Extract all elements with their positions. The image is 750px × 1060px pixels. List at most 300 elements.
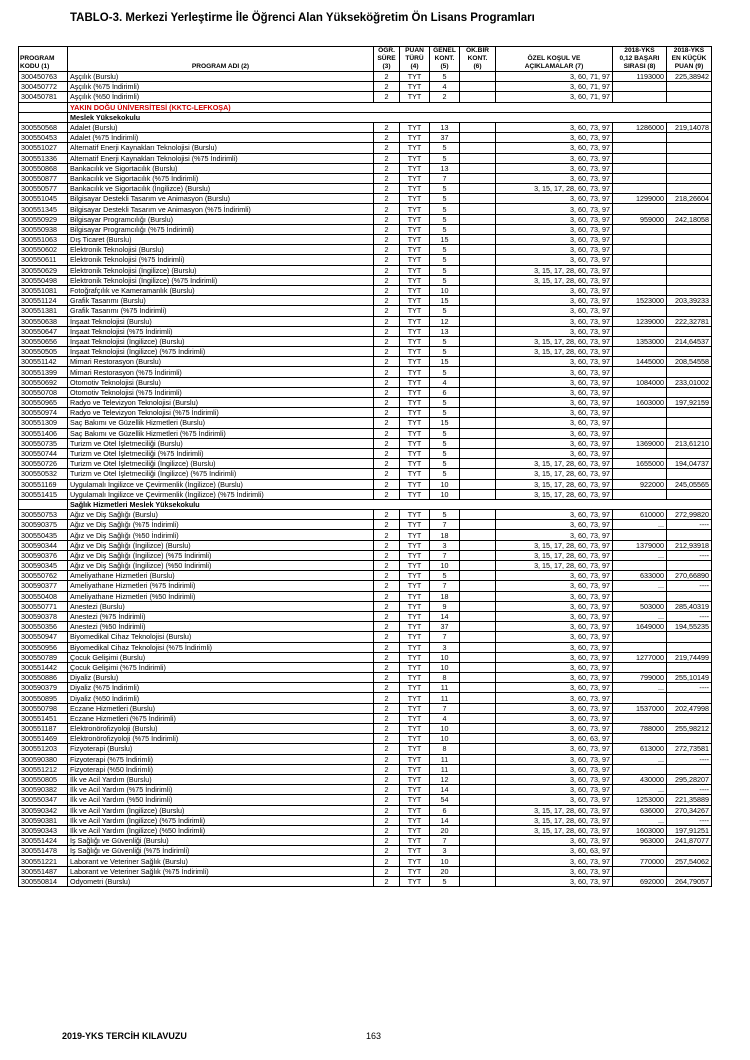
program-table bbox=[18, 46, 712, 887]
score-type-cell: TYT bbox=[400, 591, 430, 601]
program-name-cell: Otomotiv Teknolojisi (%75 İndirimli) bbox=[68, 387, 374, 397]
score-type-cell: TYT bbox=[400, 367, 430, 377]
success-rank-cell: 503000 bbox=[613, 601, 667, 611]
program-name-cell: İnşaat Teknolojisi (İngilizce) (%75 İndirimli) bbox=[68, 347, 374, 357]
table-row bbox=[19, 469, 712, 479]
table-row bbox=[19, 571, 712, 581]
special-conditions-cell: 3, 60, 73, 97 bbox=[496, 316, 613, 326]
table-row bbox=[19, 194, 712, 204]
success-rank-cell: ... bbox=[613, 754, 667, 764]
program-name-cell: Anestezi (Burslu) bbox=[68, 601, 374, 611]
score-type-cell: TYT bbox=[400, 642, 430, 652]
score-type-cell: TYT bbox=[400, 611, 430, 621]
duration-cell: 2 bbox=[374, 825, 400, 835]
program-name-cell: Elektronörofizyoloji (Burslu) bbox=[68, 724, 374, 734]
special-conditions-cell: 3, 15, 17, 28, 60, 73, 97 bbox=[496, 550, 613, 560]
program-name-cell: Fotoğrafçılık ve Kameramanlık (Burslu) bbox=[68, 285, 374, 295]
program-code-cell: 300550929 bbox=[19, 214, 68, 224]
school-first-quota-cell bbox=[460, 347, 496, 357]
score-type-cell: TYT bbox=[400, 82, 430, 92]
program-code-cell: 300590382 bbox=[19, 785, 68, 795]
program-name-cell: İnşaat Teknolojisi (İngilizce) (Burslu) bbox=[68, 336, 374, 346]
success-rank-cell: 1299000 bbox=[613, 194, 667, 204]
success-rank-cell bbox=[613, 387, 667, 397]
special-conditions-cell: 3, 60, 73, 97 bbox=[496, 367, 613, 377]
program-name-cell: İş Sağlığı ve Güvenliği (%75 İndirimli) bbox=[68, 846, 374, 856]
duration-cell: 2 bbox=[374, 418, 400, 428]
school-first-quota-cell bbox=[460, 275, 496, 285]
table-row bbox=[19, 856, 712, 866]
program-code-cell: 300550805 bbox=[19, 774, 68, 784]
program-name-cell: Adalet (Burslu) bbox=[68, 122, 374, 132]
special-conditions-cell: 3, 60, 73, 97 bbox=[496, 285, 613, 295]
special-conditions-cell: 3, 60, 63, 97 bbox=[496, 734, 613, 744]
special-conditions-cell: 3, 15, 17, 28, 60, 73, 97 bbox=[496, 489, 613, 499]
header-min-score: 2018-YKS EN KÜÇÜK PUAN (9) bbox=[667, 47, 712, 72]
program-name-cell: Elektronörofizyoloji (%75 İndirimli) bbox=[68, 734, 374, 744]
school-first-quota-cell bbox=[460, 255, 496, 265]
success-rank-cell: 1353000 bbox=[613, 336, 667, 346]
school-first-quota-cell bbox=[460, 72, 496, 82]
program-code-cell: 300550356 bbox=[19, 622, 68, 632]
header-special-conditions: ÖZEL KOŞUL VE AÇIKLAMALAR (7) bbox=[496, 47, 613, 72]
general-quota-cell: 7 bbox=[430, 520, 460, 530]
program-name-cell: Diyaliz (%75 İndirimli) bbox=[68, 683, 374, 693]
program-name-cell: Ağız ve Diş Sağlığı (%75 İndirimli) bbox=[68, 520, 374, 530]
duration-cell: 2 bbox=[374, 713, 400, 723]
min-score-cell bbox=[667, 224, 712, 234]
duration-cell: 2 bbox=[374, 673, 400, 683]
success-rank-cell: ... bbox=[613, 520, 667, 530]
min-score-cell: 270,66890 bbox=[667, 571, 712, 581]
program-code-cell: 300551203 bbox=[19, 744, 68, 754]
table-row bbox=[19, 489, 712, 499]
program-name-cell: İlk ve Acil Yardım (%75 İndirimli) bbox=[68, 785, 374, 795]
section-heading-row bbox=[19, 499, 712, 509]
table-row bbox=[19, 642, 712, 652]
table-row bbox=[19, 673, 712, 683]
program-name-cell: Turizm ve Otel İşletmeciliği (İngilizce) (%75 İndirimli) bbox=[68, 469, 374, 479]
success-rank-cell bbox=[613, 713, 667, 723]
program-name-cell: Elektronik Teknolojisi (Burslu) bbox=[68, 245, 374, 255]
duration-cell: 2 bbox=[374, 153, 400, 163]
program-name-cell: Bankacılık ve Sigortacılık (%75 İndirimli) bbox=[68, 173, 374, 183]
program-code-cell: 300551221 bbox=[19, 856, 68, 866]
program-name-cell: Fizyoterapi (%75 İndirimli) bbox=[68, 754, 374, 764]
program-code-cell: 300590381 bbox=[19, 815, 68, 825]
success-rank-cell bbox=[613, 693, 667, 703]
success-rank-cell bbox=[613, 642, 667, 652]
general-quota-cell: 5 bbox=[430, 153, 460, 163]
special-conditions-cell: 3, 60, 73, 97 bbox=[496, 235, 613, 245]
special-conditions-cell: 3, 60, 73, 97 bbox=[496, 632, 613, 642]
school-first-quota-cell bbox=[460, 143, 496, 153]
table-row bbox=[19, 214, 712, 224]
school-first-quota-cell bbox=[460, 428, 496, 438]
general-quota-cell: 15 bbox=[430, 235, 460, 245]
score-type-cell: TYT bbox=[400, 724, 430, 734]
duration-cell: 2 bbox=[374, 347, 400, 357]
program-code-cell: 300551424 bbox=[19, 836, 68, 846]
general-quota-cell: 5 bbox=[430, 214, 460, 224]
special-conditions-cell: 3, 15, 17, 28, 60, 73, 97 bbox=[496, 479, 613, 489]
table-row bbox=[19, 245, 712, 255]
success-rank-cell: 788000 bbox=[613, 724, 667, 734]
duration-cell: 2 bbox=[374, 662, 400, 672]
min-score-cell bbox=[667, 306, 712, 316]
program-code-cell: 300551142 bbox=[19, 357, 68, 367]
min-score-cell: 219,14078 bbox=[667, 122, 712, 132]
program-name-cell: Bilgisayar Programcılığı (%75 İndirimli) bbox=[68, 224, 374, 234]
score-type-cell: TYT bbox=[400, 347, 430, 357]
duration-cell: 2 bbox=[374, 754, 400, 764]
school-first-quota-cell bbox=[460, 550, 496, 560]
score-type-cell: TYT bbox=[400, 713, 430, 723]
min-score-cell bbox=[667, 255, 712, 265]
success-rank-cell: 1193000 bbox=[613, 72, 667, 82]
table-row bbox=[19, 326, 712, 336]
program-name-cell: Saç Bakımı ve Güzellik Hizmetleri (Burslu) bbox=[68, 418, 374, 428]
program-code-cell: 300550877 bbox=[19, 173, 68, 183]
program-name-cell: Ağız ve Diş Sağlığı (İngilizce) (Burslu) bbox=[68, 540, 374, 550]
school-first-quota-cell bbox=[460, 815, 496, 825]
heading-empty-cell bbox=[19, 102, 68, 112]
min-score-cell: 255,10149 bbox=[667, 673, 712, 683]
special-conditions-cell: 3, 60, 73, 97 bbox=[496, 204, 613, 214]
special-conditions-cell: 3, 60, 73, 97 bbox=[496, 296, 613, 306]
duration-cell: 2 bbox=[374, 591, 400, 601]
success-rank-cell: ... bbox=[613, 550, 667, 560]
general-quota-cell: 5 bbox=[430, 571, 460, 581]
success-rank-cell: 1286000 bbox=[613, 122, 667, 132]
program-name-cell: Ameliyathane Hizmetleri (%75 İndirimli) bbox=[68, 581, 374, 591]
success-rank-cell bbox=[613, 235, 667, 245]
score-type-cell: TYT bbox=[400, 530, 430, 540]
min-score-cell bbox=[667, 866, 712, 876]
special-conditions-cell: 3, 60, 73, 97 bbox=[496, 571, 613, 581]
success-rank-cell bbox=[613, 173, 667, 183]
success-rank-cell bbox=[613, 204, 667, 214]
table-row bbox=[19, 846, 712, 856]
duration-cell: 2 bbox=[374, 122, 400, 132]
success-rank-cell: 1537000 bbox=[613, 703, 667, 713]
min-score-cell bbox=[667, 662, 712, 672]
table-row bbox=[19, 438, 712, 448]
program-code-cell: 300551309 bbox=[19, 418, 68, 428]
program-name-cell: Aşçılık (Burslu) bbox=[68, 72, 374, 82]
program-name-cell: Grafik Tasarımı (%75 İndirimli) bbox=[68, 306, 374, 316]
table-row bbox=[19, 296, 712, 306]
program-code-cell: 300550762 bbox=[19, 571, 68, 581]
score-type-cell: TYT bbox=[400, 122, 430, 132]
school-first-quota-cell bbox=[460, 163, 496, 173]
score-type-cell: TYT bbox=[400, 448, 430, 458]
duration-cell: 2 bbox=[374, 204, 400, 214]
table-row bbox=[19, 184, 712, 194]
program-name-cell: Alternatif Enerji Kaynakları Teknolojisi (%75 İndirimli) bbox=[68, 153, 374, 163]
program-name-cell: Bilgisayar Destekli Tasarım ve Animasyon (%75 İndirimli) bbox=[68, 204, 374, 214]
success-rank-cell bbox=[613, 591, 667, 601]
success-rank-cell bbox=[613, 428, 667, 438]
score-type-cell: TYT bbox=[400, 815, 430, 825]
duration-cell: 2 bbox=[374, 398, 400, 408]
program-name-cell: Turizm ve Otel İşletmeciliği (Burslu) bbox=[68, 438, 374, 448]
special-conditions-cell: 3, 60, 73, 97 bbox=[496, 591, 613, 601]
general-quota-cell: 3 bbox=[430, 540, 460, 550]
duration-cell: 2 bbox=[374, 530, 400, 540]
duration-cell: 2 bbox=[374, 428, 400, 438]
header-school-first-quota: OK.BİR KONT. (6) bbox=[460, 47, 496, 72]
table-row bbox=[19, 805, 712, 815]
duration-cell: 2 bbox=[374, 357, 400, 367]
duration-cell: 2 bbox=[374, 846, 400, 856]
special-conditions-cell: 3, 60, 73, 97 bbox=[496, 408, 613, 418]
special-conditions-cell: 3, 60, 73, 97 bbox=[496, 153, 613, 163]
table-row bbox=[19, 265, 712, 275]
duration-cell: 2 bbox=[374, 265, 400, 275]
score-type-cell: TYT bbox=[400, 632, 430, 642]
school-first-quota-cell bbox=[460, 387, 496, 397]
program-code-cell: 300550726 bbox=[19, 459, 68, 469]
score-type-cell: TYT bbox=[400, 744, 430, 754]
general-quota-cell: 14 bbox=[430, 611, 460, 621]
table-row bbox=[19, 398, 712, 408]
program-name-cell: Diyaliz (%50 İndirimli) bbox=[68, 693, 374, 703]
program-name-cell: İlk ve Acil Yardım (%50 İndirimli) bbox=[68, 795, 374, 805]
min-score-cell bbox=[667, 448, 712, 458]
school-first-quota-cell bbox=[460, 713, 496, 723]
table-row bbox=[19, 479, 712, 489]
school-first-quota-cell bbox=[460, 825, 496, 835]
general-quota-cell: 7 bbox=[430, 581, 460, 591]
success-rank-cell bbox=[613, 866, 667, 876]
special-conditions-cell: 3, 60, 73, 97 bbox=[496, 122, 613, 132]
general-quota-cell: 5 bbox=[430, 194, 460, 204]
success-rank-cell: 1277000 bbox=[613, 652, 667, 662]
program-name-cell: Dış Ticaret (Burslu) bbox=[68, 235, 374, 245]
min-score-cell: 272,99820 bbox=[667, 510, 712, 520]
program-code-cell: 300551487 bbox=[19, 866, 68, 876]
special-conditions-cell: 3, 60, 73, 97 bbox=[496, 398, 613, 408]
success-rank-cell bbox=[613, 245, 667, 255]
min-score-cell bbox=[667, 285, 712, 295]
table-row bbox=[19, 795, 712, 805]
table-row bbox=[19, 367, 712, 377]
min-score-cell: 225,38942 bbox=[667, 72, 712, 82]
special-conditions-cell: 3, 15, 17, 28, 60, 73, 97 bbox=[496, 561, 613, 571]
table-row bbox=[19, 815, 712, 825]
footer-guide-title: 2019-YKS TERCİH KILAVUZU bbox=[62, 1031, 187, 1041]
min-score-cell bbox=[667, 92, 712, 102]
success-rank-cell: 636000 bbox=[613, 805, 667, 815]
success-rank-cell bbox=[613, 764, 667, 774]
school-first-quota-cell bbox=[460, 734, 496, 744]
school-first-quota-cell bbox=[460, 642, 496, 652]
general-quota-cell: 14 bbox=[430, 815, 460, 825]
score-type-cell: TYT bbox=[400, 418, 430, 428]
special-conditions-cell: 3, 60, 63, 97 bbox=[496, 846, 613, 856]
program-code-cell: 300550498 bbox=[19, 275, 68, 285]
general-quota-cell: 10 bbox=[430, 489, 460, 499]
page-title: TABLO-3. Merkezi Yerleştirme İle Öğrenci Alan Yükseköğretim Ön Lisans Programları bbox=[70, 12, 535, 24]
special-conditions-cell: 3, 60, 73, 97 bbox=[496, 581, 613, 591]
score-type-cell: TYT bbox=[400, 357, 430, 367]
min-score-cell bbox=[667, 204, 712, 214]
score-type-cell: TYT bbox=[400, 398, 430, 408]
program-name-cell: Çocuk Gelişimi (Burslu) bbox=[68, 652, 374, 662]
min-score-cell bbox=[667, 143, 712, 153]
min-score-cell bbox=[667, 418, 712, 428]
duration-cell: 2 bbox=[374, 285, 400, 295]
special-conditions-cell: 3, 60, 73, 97 bbox=[496, 785, 613, 795]
special-conditions-cell: 3, 60, 73, 97 bbox=[496, 836, 613, 846]
special-conditions-cell: 3, 60, 71, 97 bbox=[496, 72, 613, 82]
program-name-cell: Fizyoterapi (%50 İndirimli) bbox=[68, 764, 374, 774]
success-rank-cell: 922000 bbox=[613, 479, 667, 489]
min-score-cell bbox=[667, 428, 712, 438]
min-score-cell: 245,05565 bbox=[667, 479, 712, 489]
table-row bbox=[19, 703, 712, 713]
program-code-cell: 300550895 bbox=[19, 693, 68, 703]
score-type-cell: TYT bbox=[400, 683, 430, 693]
success-rank-cell bbox=[613, 82, 667, 92]
min-score-cell: 197,91251 bbox=[667, 825, 712, 835]
program-name-cell: Ameliyathane Hizmetleri (%50 İndirimli) bbox=[68, 591, 374, 601]
program-code-cell: 300550577 bbox=[19, 184, 68, 194]
program-code-cell: 300551478 bbox=[19, 846, 68, 856]
general-quota-cell: 5 bbox=[430, 184, 460, 194]
score-type-cell: TYT bbox=[400, 438, 430, 448]
school-first-quota-cell bbox=[460, 214, 496, 224]
general-quota-cell: 13 bbox=[430, 326, 460, 336]
score-type-cell: TYT bbox=[400, 622, 430, 632]
success-rank-cell: 610000 bbox=[613, 510, 667, 520]
section-name: Sağlık Hizmetleri Meslek Yüksekokulu bbox=[68, 499, 712, 509]
table-row bbox=[19, 550, 712, 560]
special-conditions-cell: 3, 15, 17, 28, 60, 73, 97 bbox=[496, 275, 613, 285]
table-row bbox=[19, 408, 712, 418]
min-score-cell bbox=[667, 408, 712, 418]
header-general-quota: GENEL KONT. (5) bbox=[430, 47, 460, 72]
special-conditions-cell: 3, 15, 17, 28, 60, 73, 97 bbox=[496, 815, 613, 825]
general-quota-cell: 7 bbox=[430, 703, 460, 713]
program-code-cell: 300550408 bbox=[19, 591, 68, 601]
score-type-cell: TYT bbox=[400, 703, 430, 713]
min-score-cell: 197,92159 bbox=[667, 398, 712, 408]
min-score-cell: 242,18058 bbox=[667, 214, 712, 224]
school-first-quota-cell bbox=[460, 367, 496, 377]
special-conditions-cell: 3, 60, 73, 97 bbox=[496, 143, 613, 153]
duration-cell: 2 bbox=[374, 489, 400, 499]
general-quota-cell: 37 bbox=[430, 133, 460, 143]
table-row bbox=[19, 581, 712, 591]
duration-cell: 2 bbox=[374, 235, 400, 245]
school-first-quota-cell bbox=[460, 601, 496, 611]
table-row bbox=[19, 387, 712, 397]
program-name-cell: Bilgisayar Destekli Tasarım ve Animasyon (Burslu) bbox=[68, 194, 374, 204]
program-name-cell: Bankacılık ve Sigortacılık (Burslu) bbox=[68, 163, 374, 173]
program-name-cell: Ağız ve Diş Sağlığı (İngilizce) (%50 İndirimli) bbox=[68, 561, 374, 571]
min-score-cell: 272,73581 bbox=[667, 744, 712, 754]
program-code-cell: 300551469 bbox=[19, 734, 68, 744]
success-rank-cell: 959000 bbox=[613, 214, 667, 224]
duration-cell: 2 bbox=[374, 774, 400, 784]
university-name: YAKIN DOĞU ÜNİVERSİTESİ (KKTC-LEFKOŞA) bbox=[68, 102, 712, 112]
program-name-cell: Mimari Restorasyon (Burslu) bbox=[68, 357, 374, 367]
general-quota-cell: 10 bbox=[430, 285, 460, 295]
school-first-quota-cell bbox=[460, 479, 496, 489]
table-row bbox=[19, 876, 712, 886]
success-rank-cell bbox=[613, 367, 667, 377]
program-name-cell: Eczane Hizmetleri (%75 İndirimli) bbox=[68, 713, 374, 723]
table-row bbox=[19, 561, 712, 571]
duration-cell: 2 bbox=[374, 82, 400, 92]
general-quota-cell: 8 bbox=[430, 673, 460, 683]
general-quota-cell: 20 bbox=[430, 866, 460, 876]
min-score-cell: 222,32781 bbox=[667, 316, 712, 326]
table-row bbox=[19, 652, 712, 662]
program-name-cell: Turizm ve Otel İşletmeciliği (İngilizce) (Burslu) bbox=[68, 459, 374, 469]
score-type-cell: TYT bbox=[400, 520, 430, 530]
heading-empty-cell bbox=[19, 112, 68, 122]
general-quota-cell: 5 bbox=[430, 408, 460, 418]
general-quota-cell: 10 bbox=[430, 856, 460, 866]
score-type-cell: TYT bbox=[400, 601, 430, 611]
program-name-cell: İş Sağlığı ve Güvenliği (Burslu) bbox=[68, 836, 374, 846]
success-rank-cell: 963000 bbox=[613, 836, 667, 846]
min-score-cell bbox=[667, 153, 712, 163]
program-code-cell: 300551187 bbox=[19, 724, 68, 734]
table-row bbox=[19, 82, 712, 92]
score-type-cell: TYT bbox=[400, 306, 430, 316]
general-quota-cell: 2 bbox=[430, 92, 460, 102]
general-quota-cell: 5 bbox=[430, 224, 460, 234]
table-row bbox=[19, 754, 712, 764]
program-code-cell: 300550886 bbox=[19, 673, 68, 683]
header-success-rank: 2018-YKS 0,12 BAŞARI SIRASI (8) bbox=[613, 47, 667, 72]
duration-cell: 2 bbox=[374, 876, 400, 886]
table-row bbox=[19, 744, 712, 754]
score-type-cell: TYT bbox=[400, 581, 430, 591]
general-quota-cell: 4 bbox=[430, 713, 460, 723]
score-type-cell: TYT bbox=[400, 561, 430, 571]
table-row bbox=[19, 428, 712, 438]
program-code-cell: 300551451 bbox=[19, 713, 68, 723]
special-conditions-cell: 3, 60, 73, 97 bbox=[496, 133, 613, 143]
min-score-cell bbox=[667, 489, 712, 499]
header-score-type: PUAN TÜRÜ (4) bbox=[400, 47, 430, 72]
program-name-cell: Ağız ve Diş Sağlığı (%50 İndirimli) bbox=[68, 530, 374, 540]
score-type-cell: TYT bbox=[400, 163, 430, 173]
duration-cell: 2 bbox=[374, 387, 400, 397]
duration-cell: 2 bbox=[374, 377, 400, 387]
min-score-cell bbox=[667, 530, 712, 540]
program-code-cell: 300551169 bbox=[19, 479, 68, 489]
score-type-cell: TYT bbox=[400, 387, 430, 397]
special-conditions-cell: 3, 60, 73, 97 bbox=[496, 713, 613, 723]
general-quota-cell: 5 bbox=[430, 255, 460, 265]
school-first-quota-cell bbox=[460, 876, 496, 886]
duration-cell: 2 bbox=[374, 795, 400, 805]
section-heading-row bbox=[19, 112, 712, 122]
score-type-cell: TYT bbox=[400, 224, 430, 234]
general-quota-cell: 11 bbox=[430, 754, 460, 764]
min-score-cell: ---- bbox=[667, 550, 712, 560]
min-score-cell bbox=[667, 387, 712, 397]
duration-cell: 2 bbox=[374, 459, 400, 469]
score-type-cell: TYT bbox=[400, 693, 430, 703]
program-name-cell: İnşaat Teknolojisi (Burslu) bbox=[68, 316, 374, 326]
